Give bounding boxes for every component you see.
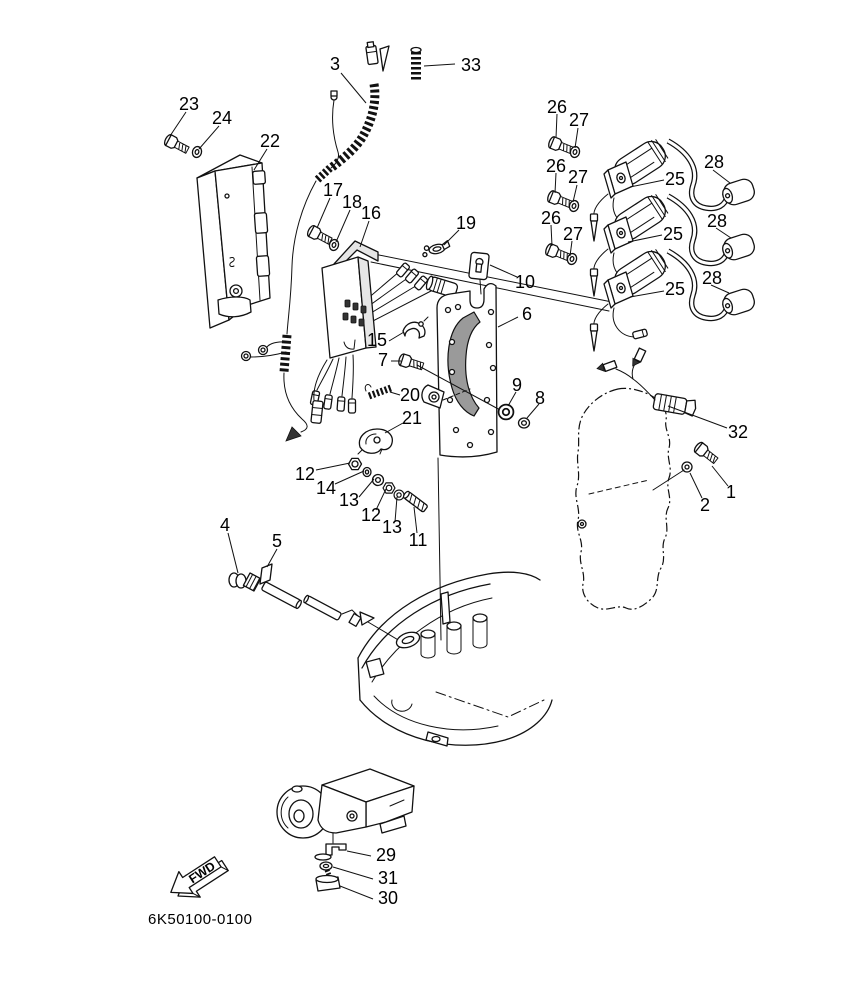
callout-15: 15 xyxy=(366,330,388,350)
callout-1: 1 xyxy=(725,482,737,502)
callout-24: 24 xyxy=(211,108,233,128)
clamp-15 xyxy=(403,317,428,338)
callout-9: 9 xyxy=(511,375,523,395)
callout-20: 20 xyxy=(399,385,421,405)
callout-6: 6 xyxy=(521,304,533,324)
callout-13-1: 13 xyxy=(338,490,360,510)
callout-27-1: 27 xyxy=(568,110,590,130)
cowling xyxy=(358,572,552,746)
callout-26-1: 26 xyxy=(546,97,568,117)
callout-33: 33 xyxy=(460,55,482,75)
cable-4-5 xyxy=(229,564,405,644)
callout-31: 31 xyxy=(377,868,399,888)
bolt-1-washer-2 xyxy=(653,441,719,490)
callout-25-1: 25 xyxy=(664,169,686,189)
callout-13-2: 13 xyxy=(381,517,403,537)
fwd-label: FWD xyxy=(186,858,218,887)
clip-21 xyxy=(358,429,392,454)
callout-14: 14 xyxy=(315,478,337,498)
callout-30: 30 xyxy=(377,888,399,908)
spring-33 xyxy=(411,48,421,81)
callout-12-2: 12 xyxy=(360,505,382,525)
bracket-22 xyxy=(163,133,270,328)
sensor-32 xyxy=(596,347,697,416)
fwd-arrow xyxy=(164,849,232,909)
callout-10: 10 xyxy=(514,272,536,292)
callout-23: 23 xyxy=(178,94,200,114)
callout-22: 22 xyxy=(259,131,281,151)
callout-18: 18 xyxy=(341,192,363,212)
callout-2: 2 xyxy=(699,495,711,515)
callout-25-3: 25 xyxy=(664,279,686,299)
callout-16: 16 xyxy=(360,203,382,223)
callout-28-2: 28 xyxy=(706,211,728,231)
callout-3: 3 xyxy=(329,54,341,74)
callout-26-2: 26 xyxy=(545,156,567,176)
mounting-plate-6 xyxy=(397,284,529,640)
callout-32: 32 xyxy=(727,422,749,442)
engine-silhouette xyxy=(576,388,670,609)
stud-11 xyxy=(402,490,428,512)
diagram-code: 6K50100-0100 xyxy=(148,911,253,928)
callout-17: 17 xyxy=(322,180,344,200)
callout-27-2: 27 xyxy=(567,167,589,187)
callout-27-3: 27 xyxy=(562,224,584,244)
callout-26-3: 26 xyxy=(540,208,562,228)
callout-7: 7 xyxy=(377,350,389,370)
callout-19: 19 xyxy=(455,213,477,233)
callout-25-2: 25 xyxy=(662,224,684,244)
callout-12-1: 12 xyxy=(294,464,316,484)
callout-28-3: 28 xyxy=(701,268,723,288)
callout-29: 29 xyxy=(375,845,397,865)
callout-4: 4 xyxy=(219,515,231,535)
callout-21: 21 xyxy=(401,408,423,428)
callout-28-1: 28 xyxy=(703,152,725,172)
callout-5: 5 xyxy=(271,531,283,551)
spring-20 xyxy=(365,384,391,396)
callout-8: 8 xyxy=(534,388,546,408)
callout-11: 11 xyxy=(408,530,428,550)
